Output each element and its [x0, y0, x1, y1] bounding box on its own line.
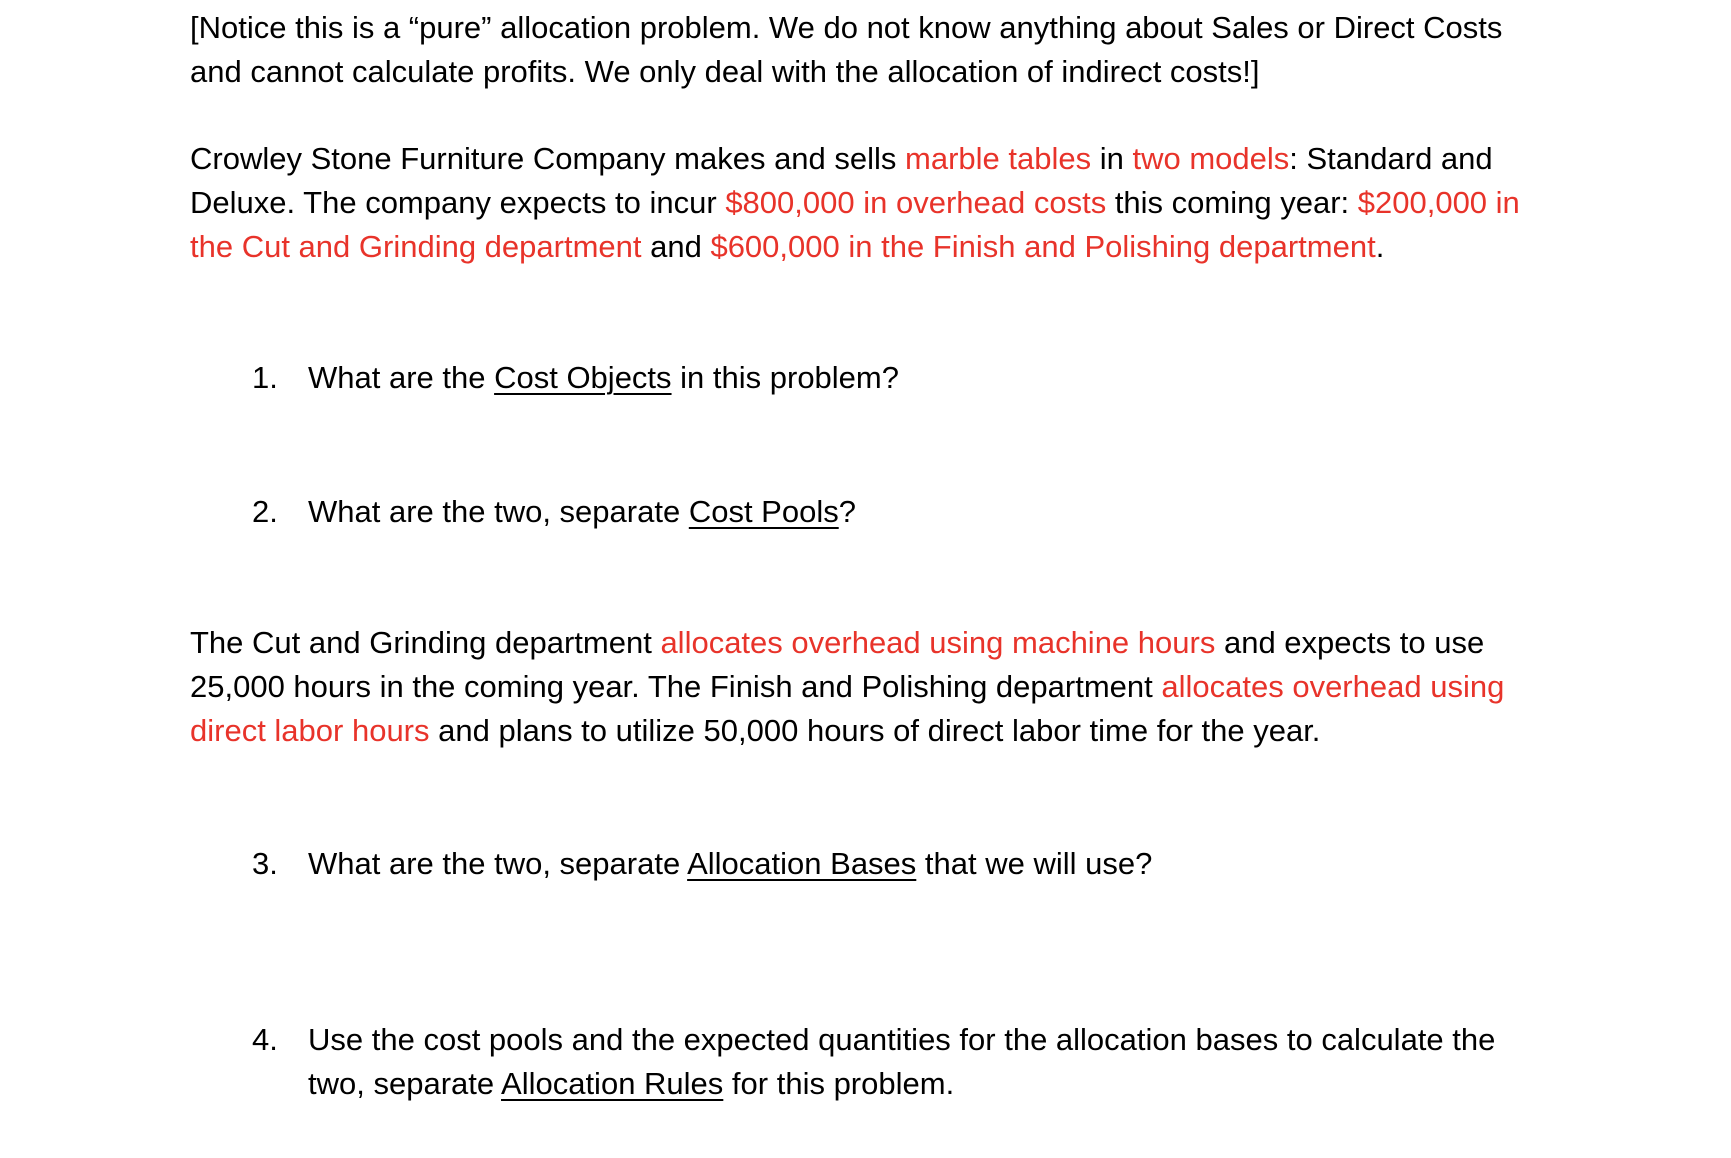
question-text	[308, 1018, 1552, 1106]
question-text-part: in this problem?	[671, 360, 899, 395]
highlight-direct-labor-hours: allocates overhead using direct labor hours	[190, 669, 1505, 748]
question-text-part: What are the two, separate	[308, 494, 689, 529]
question-number: 4.	[252, 1022, 278, 1057]
question-text	[308, 356, 1552, 400]
highlight-finish-polishing-cost: $600,000 in the Finish and Polishing department	[710, 229, 1376, 264]
question-number: 2.	[252, 494, 278, 529]
bases-text: The Cut and Grinding department	[190, 625, 661, 660]
allocation-bases-paragraph	[190, 621, 1550, 753]
term-allocation-rules: Allocation Rules	[501, 1066, 724, 1101]
question-4	[252, 1018, 1552, 1106]
highlight-machine-hours: allocates overhead using machine hours	[660, 625, 1216, 660]
question-number: 3.	[252, 846, 278, 881]
question-text	[308, 842, 1552, 886]
highlight-cut-grinding-cost: $200,000 in the Cut and Grinding department	[190, 185, 1520, 264]
bases-text: and expects to use 25,000 hours in the coming year. The Finish and Polishing department	[190, 625, 1485, 704]
intro-text: Crowley Stone Furniture Company makes and sells	[190, 141, 906, 176]
question-2	[252, 490, 1552, 534]
highlight-two-models: two models	[1132, 141, 1290, 176]
question-text-part: Use the cost pools and the expected quantities for the allocation bases to calculate the two, separate	[308, 1022, 1496, 1101]
intro-paragraph	[190, 137, 1550, 269]
question-text	[308, 490, 1552, 534]
term-cost-objects: Cost Objects	[494, 360, 672, 395]
question-number: 1.	[252, 360, 278, 395]
term-cost-pools: Cost Pools	[688, 494, 839, 529]
question-text-part: What are the	[308, 360, 495, 395]
intro-text: .	[1375, 229, 1385, 264]
intro-text: in	[1091, 141, 1133, 176]
question-text-part: What are the two, separate	[308, 846, 688, 881]
question-text-part: ?	[838, 494, 856, 529]
question-text-part: that we will use?	[916, 846, 1153, 881]
highlight-overhead-total: $800,000 in overhead costs	[725, 185, 1107, 220]
question-1	[252, 356, 1552, 400]
intro-text: this coming year:	[1106, 185, 1358, 220]
notice-text: [Notice this is a “pure” allocation problem. We do not know anything about Sales or Direct Costs and cannot calculate profits. We only deal with the allocation of indirect costs!]	[190, 10, 1503, 89]
question-text-part: for this problem.	[723, 1066, 955, 1101]
intro-text: and	[641, 229, 711, 264]
term-allocation-bases: Allocation Bases	[687, 846, 917, 881]
highlight-marble-tables: marble tables	[905, 141, 1092, 176]
bases-text: and plans to utilize 50,000 hours of direct labor time for the year.	[429, 713, 1321, 748]
intro-text: : Standard and Deluxe. The company expects to incur	[190, 141, 1493, 220]
notice-paragraph	[190, 6, 1550, 94]
question-3	[252, 842, 1552, 886]
